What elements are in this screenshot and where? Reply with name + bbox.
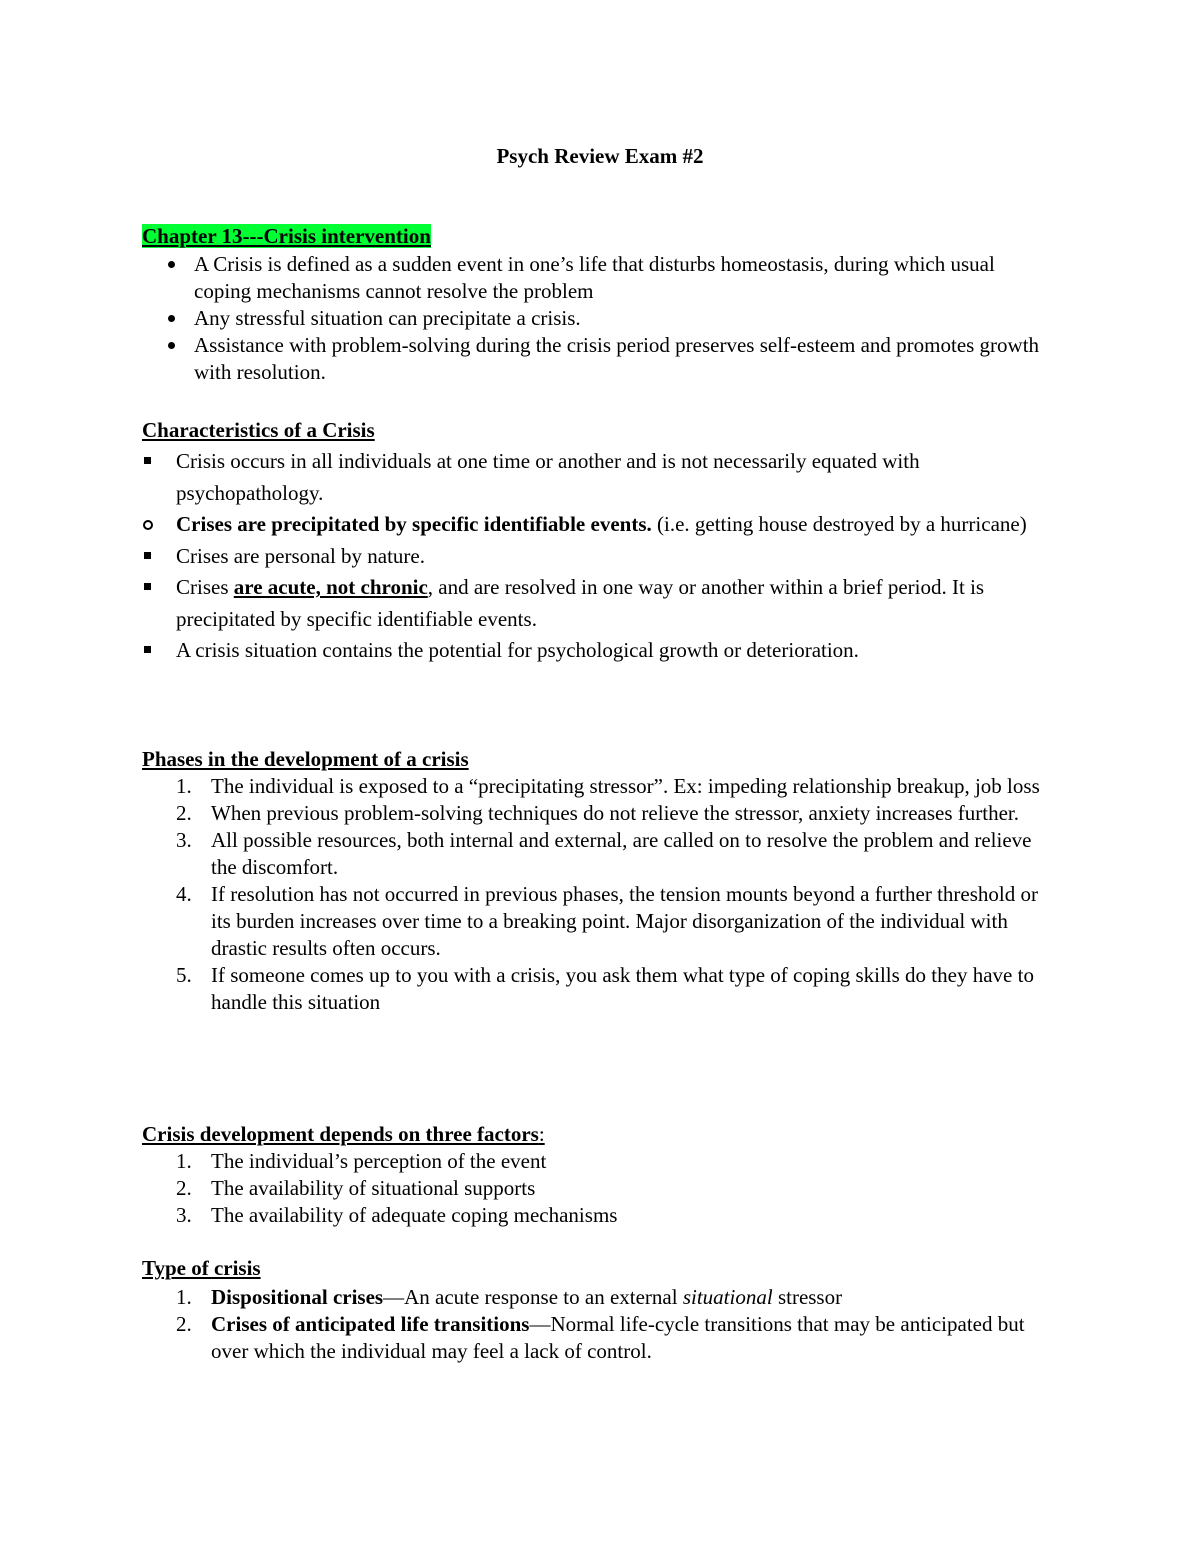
chapter-heading-highlight: Chapter 13---Crisis intervention — [142, 224, 431, 248]
item-number: 5. — [176, 963, 192, 987]
list-item — [142, 509, 1052, 541]
item-text: —An acute response to an external — [383, 1285, 683, 1309]
phases-heading: Phases in the development of a crisis — [142, 747, 469, 771]
list-item: Any stressful situation can precipitate a crisis. — [142, 305, 1052, 332]
factors-heading-colon: : — [538, 1122, 545, 1146]
item-text: The availability of situational supports — [211, 1176, 536, 1200]
chapter-heading — [142, 224, 431, 249]
item-text: The availability of adequate coping mechanisms — [211, 1203, 618, 1227]
list-item — [142, 1202, 1062, 1229]
list-item — [142, 1175, 1062, 1202]
emphasis-text: Crises are precipitated by specific identifiable events. — [176, 512, 652, 536]
list-item — [142, 1284, 1062, 1311]
emphasis-text: Crises of anticipated life transitions — [211, 1312, 530, 1336]
list-item — [142, 572, 1052, 635]
list-item: Crisis occurs in all individuals at one time or another and is not necessarily equated with psychopathology. — [142, 446, 1052, 509]
item-text: —Normal life-cycle transitions that may be anticipated but over which the individual may feel a lack of control. — [211, 1312, 1025, 1363]
item-text: If resolution has not occurred in previous phases, the tension mounts beyond a further threshold or its burden increases over time to a breaking point. Major disorganization of the individual with drastic results often occurs. — [211, 882, 1038, 960]
item-text: All possible resources, both internal and external, are called on to resolve the problem and relieve the discomfort. — [211, 828, 1032, 879]
item-number: 1. — [176, 1149, 192, 1173]
item-number: 1. — [176, 774, 192, 798]
factors-heading — [142, 1122, 545, 1147]
characteristics-heading: Characteristics of a Crisis — [142, 418, 375, 442]
phases-list — [142, 773, 1062, 1016]
item-number: 2. — [176, 1176, 192, 1200]
list-item: Crises are personal by nature. — [142, 541, 1052, 573]
list-item: A crisis situation contains the potential for psychological growth or deterioration. — [142, 635, 1052, 667]
item-text: , and are resolved in one way or another within a brief period. It is precipitated by specific identifiable events. — [176, 575, 985, 631]
item-number: 3. — [176, 828, 192, 852]
item-number: 1. — [176, 1285, 192, 1309]
list-item — [142, 827, 1062, 881]
emphasis-text: are acute, not chronic — [233, 575, 428, 599]
item-number: 2. — [176, 1312, 192, 1336]
list-item — [142, 1148, 1062, 1175]
factors-heading-text: Crisis development depends on three factors — [142, 1122, 539, 1146]
italic-text: situational — [682, 1285, 773, 1309]
list-item — [142, 881, 1062, 962]
list-item — [142, 800, 1062, 827]
item-number: 3. — [176, 1203, 192, 1227]
item-text: The individual’s perception of the event — [211, 1149, 547, 1173]
item-number: 2. — [176, 801, 192, 825]
factors-list — [142, 1148, 1062, 1229]
chapter-bullet-list — [142, 251, 1052, 386]
list-item — [142, 1311, 1062, 1365]
characteristics-list — [142, 446, 1052, 667]
item-text: When previous problem-solving techniques do not relieve the stressor, anxiety increases further. — [211, 801, 1020, 825]
types-list — [142, 1284, 1062, 1365]
list-item: A Crisis is defined as a sudden event in one’s life that disturbs homeostasis, during which usual coping mechanisms cannot resolve the problem — [142, 251, 1052, 305]
emphasis-text: Dispositional crises — [211, 1285, 384, 1309]
document-title: Psych Review Exam #2 — [496, 144, 704, 168]
list-item: Assistance with problem-solving during the crisis period preserves self-esteem and promotes growth with resolution. — [142, 332, 1052, 386]
item-text: The individual is exposed to a “precipitating stressor”. Ex: impeding relationship breakup, job loss — [211, 774, 1040, 798]
types-heading: Type of crisis — [142, 1256, 261, 1280]
item-text: (i.e. getting house destroyed by a hurricane) — [651, 512, 1027, 536]
list-item — [142, 773, 1062, 800]
item-text: Crises — [176, 575, 234, 599]
item-text: stressor — [772, 1285, 843, 1309]
item-text: If someone comes up to you with a crisis, you ask them what type of coping skills do they have to handle this situation — [211, 963, 1034, 1014]
list-item — [142, 962, 1062, 1016]
item-number: 4. — [176, 882, 192, 906]
